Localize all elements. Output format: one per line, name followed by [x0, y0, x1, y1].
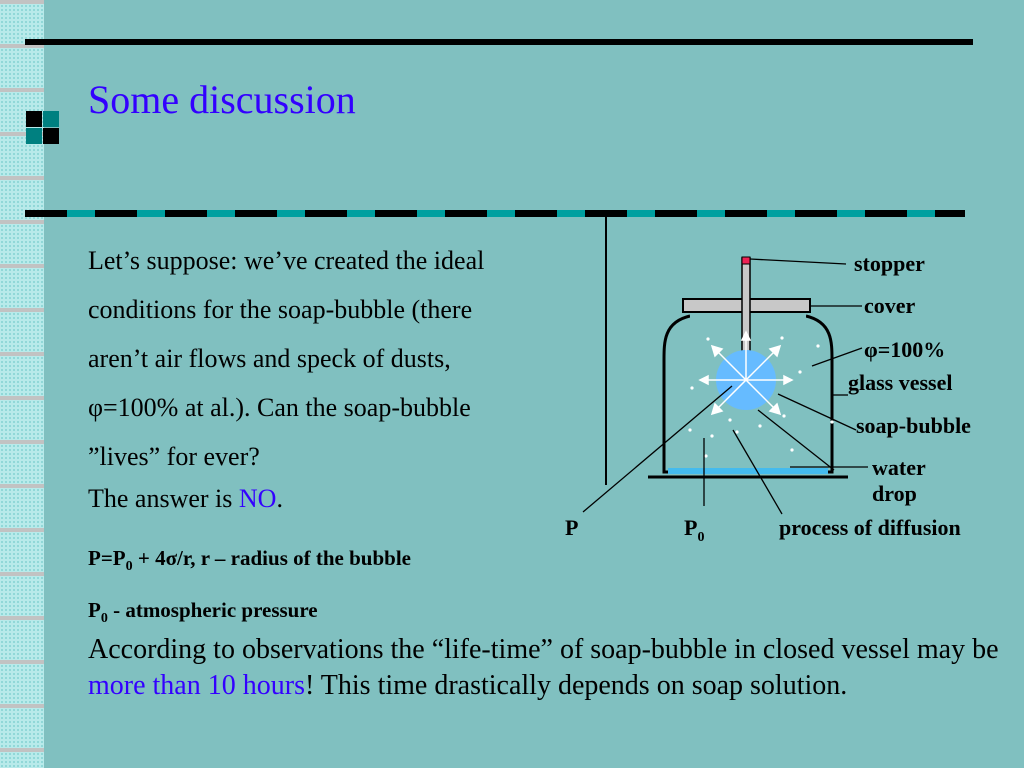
label-soap-bubble: soap-bubble [856, 413, 971, 438]
label-stopper: stopper [854, 251, 925, 276]
label-drop: drop [872, 481, 917, 506]
label-cover: cover [864, 293, 916, 318]
label-humidity: φ=100% [864, 337, 946, 362]
paragraph-line: conditions for the soap-bubble (there [88, 295, 473, 324]
vessel-drawing [583, 257, 868, 514]
conclusion-highlight: more than 10 hours [88, 670, 305, 701]
paragraph-line: ”lives” for ever? [88, 442, 260, 471]
label-water: water [872, 455, 926, 480]
definition-p-subscript: 0 [100, 611, 108, 627]
paragraph-line: Let’s suppose: we’ve created the ideal [88, 246, 485, 275]
conclusion-part2: ! This time drastically depends on soap solution. [304, 670, 848, 701]
label-p0-main: P [684, 515, 698, 540]
definition-p: P [88, 598, 101, 622]
label-p0 [684, 515, 704, 545]
label-glass-vessel: glass vessel [848, 370, 953, 395]
leader-line-p [583, 420, 700, 512]
formula-p-subscript: 0 [125, 559, 133, 575]
label-diffusion: process of diffusion [779, 515, 961, 540]
answer-prefix: The answer is [88, 484, 239, 513]
label-p0-subscript: 0 [697, 530, 705, 545]
answer-highlight: NO [238, 484, 277, 513]
formula-p: P=P [88, 546, 126, 570]
label-p: P [565, 515, 579, 540]
answer-suffix: . [276, 484, 283, 513]
water [668, 468, 828, 474]
definition-text: - atmospheric pressure [107, 598, 318, 622]
paragraph-line: φ=100% at al.). Can the soap-bubble [88, 393, 471, 422]
stopper [742, 257, 750, 264]
paragraph-line: aren’t air flows and speck of dusts, [88, 344, 451, 373]
conclusion-part1: According to observations the “life-time” of soap-bubble in closed vessel may be [88, 634, 999, 665]
slide-title: Some discussion [88, 77, 356, 122]
formula-rest: + 4σ/r, r – radius of the bubble [132, 546, 411, 570]
